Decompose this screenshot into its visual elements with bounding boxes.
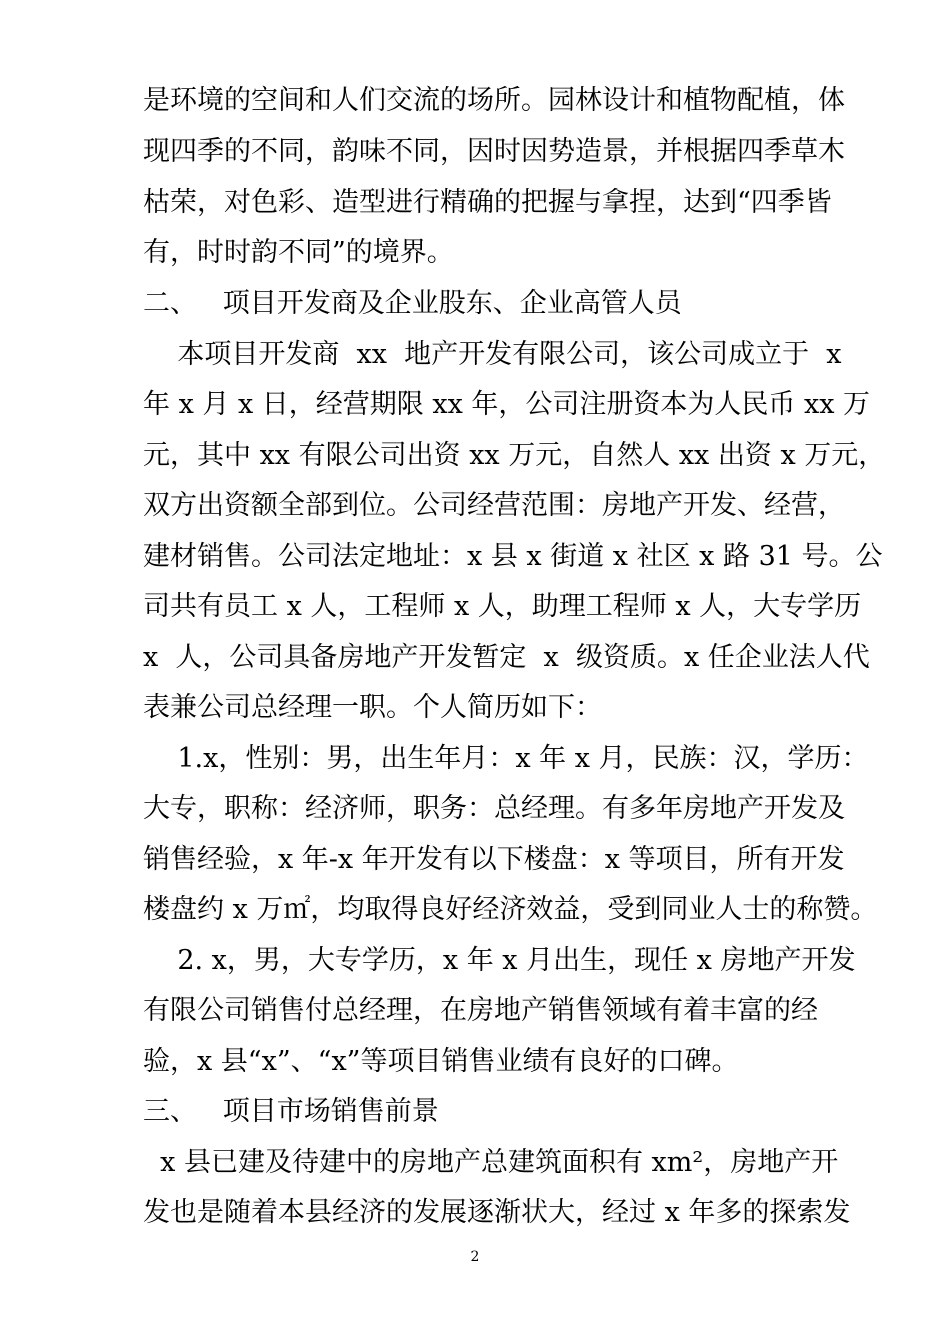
paragraph-line: 元，其中 xx 有限公司出资 xx 万元，自然人 xx 出资 x 万元， bbox=[143, 440, 886, 471]
paragraph-line: 本项目开发商 xx 地产开发有限公司，该公司成立于 x bbox=[143, 339, 842, 370]
paragraph-line: 验，x 县“x”、“x”等项目销售业绩有良好的口碑。 bbox=[143, 1046, 739, 1077]
paragraph-line: 有，时时韵不同”的境界。 bbox=[143, 237, 454, 268]
paragraph-line: 枯荣，对色彩、造型进行精确的把握与拿捏，达到“四季皆 bbox=[143, 187, 832, 218]
paragraph-line: x 县已建及待建中的房地产总建筑面积有 xm²，房地产开 bbox=[143, 1147, 839, 1178]
paragraph-line: 销售经验，x 年-x 年开发有以下楼盘：x 等项目，所有开发 bbox=[143, 844, 845, 875]
paragraph-line: 大专，职称：经济师，职务：总经理。有多年房地产开发及 bbox=[143, 793, 845, 824]
paragraph-line: 楼盘约 x 万㎡，均取得良好经济效益，受到同业人士的称赞。 bbox=[143, 894, 878, 925]
paragraph-line: 现四季的不同，韵味不同，因时因势造景，并根据四季草木 bbox=[143, 136, 845, 167]
paragraph-line: 有限公司销售付总经理，在房地产销售领域有着丰富的经 bbox=[143, 995, 818, 1026]
paragraph-line: 双方出资额全部到位。公司经营范围：房地产开发、经营， bbox=[143, 490, 845, 521]
paragraph-line: 建材销售。公司法定地址：x 县 x 街道 x 社区 x 路 31 号。公 bbox=[143, 541, 883, 572]
page-number: 2 bbox=[470, 1249, 480, 1265]
paragraph-line: 年 x 月 x 日，经营期限 xx 年，公司注册资本为人民币 xx 万 bbox=[143, 389, 871, 420]
paragraph-line: 发也是随着本县经济的发展逐渐状大，经过 x 年多的探索发 bbox=[143, 1197, 851, 1228]
paragraph-line: 2. x，男，大专学历，x 年 x 月出生，现任 x 房地产开发 bbox=[143, 945, 856, 976]
paragraph-line: 是环境的空间和人们交流的场所。园林设计和植物配植，体 bbox=[143, 85, 845, 116]
section-heading: 二、 项目开发商及企业股东、企业高管人员 bbox=[143, 288, 682, 319]
paragraph-line: 司共有员工 x 人，工程师 x 人，助理工程师 x 人，大专学历 bbox=[143, 591, 862, 622]
paragraph-line: 1.x，性别：男，出生年月：x 年 x 月，民族：汉，学历： bbox=[143, 743, 869, 774]
paragraph-line: 表兼公司总经理一职。个人简历如下： bbox=[143, 692, 602, 723]
paragraph-line: x 人，公司具备房地产开发暂定 x 级资质。x 任企业法人代 bbox=[143, 642, 870, 673]
section-heading: 三、 项目市场销售前景 bbox=[143, 1096, 439, 1127]
